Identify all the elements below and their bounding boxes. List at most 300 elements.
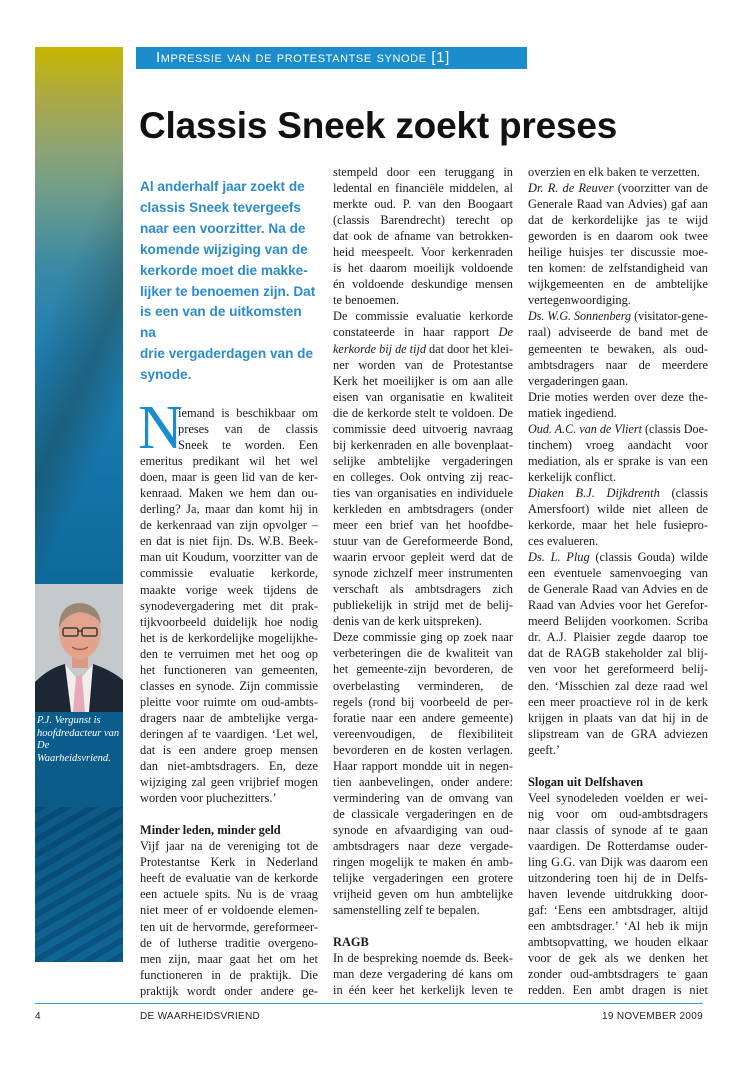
text-line <box>333 453 513 469</box>
text-line <box>528 549 708 565</box>
lead-line: lijker te benoemen zijn. Dat <box>140 283 316 299</box>
text-line-content: synodevergadering met dit prak- <box>140 598 318 613</box>
text-line-content: vergaderingen gaan. <box>528 373 629 388</box>
text-line <box>140 854 318 870</box>
text-line-content: en colleges. Ook ontving zij reac- <box>333 469 513 484</box>
text-line-content: meerd Belijden voorkomen. Scriba <box>528 614 708 629</box>
text-line-content: regels (rond bij voorbeeld de per- <box>333 694 513 709</box>
issue-date: 19 NOVEMBER 2009 <box>602 1011 703 1022</box>
italic-name: kerkorde bij de tijd <box>333 341 427 356</box>
text-line-content: bij kerkenraden en alle bovenplaat- <box>333 437 513 452</box>
text-line <box>333 469 513 485</box>
text-line-content: en dat is niet fijn. Ds. W.B. Beek- <box>140 534 318 549</box>
text-line <box>333 533 513 549</box>
text-line-content: voor de gek als we denken het <box>528 951 708 966</box>
text-line-content: geeft.’ <box>528 742 560 757</box>
text-line-content: verbeteringen die de kwaliteit van <box>333 646 513 661</box>
text-line-content: het gemeente-zijn bevorderen, de <box>333 662 513 677</box>
text-line <box>528 485 708 501</box>
text-line-content: deringen af te vaardigen. ‘Let wel, <box>140 726 318 741</box>
text-line <box>333 212 513 228</box>
text-line <box>333 870 513 886</box>
text-line <box>333 308 513 324</box>
text-line <box>528 966 708 982</box>
text-line-content: bevorderen en de kosten verlagen. <box>333 742 513 757</box>
text-line <box>140 662 318 678</box>
text-line <box>528 950 708 966</box>
text-line-content: naar classis of synode af te gaan <box>528 822 708 837</box>
text-line <box>140 967 318 983</box>
lead-line: Al anderhalf jaar zoekt de <box>140 179 305 194</box>
text-line <box>528 645 708 661</box>
text-line-content: praktijk wordt onder andere ge- <box>140 983 318 998</box>
lead-line: is een van de uitkomsten na <box>140 304 302 341</box>
text-line <box>528 806 708 822</box>
text-line-content: telijke vergaderingen een grotere <box>333 871 513 886</box>
text-line <box>333 629 513 645</box>
paragraph <box>528 389 708 421</box>
text-line <box>333 982 513 998</box>
text-line <box>333 421 513 437</box>
text-line-content: overbelasting verminderen, de <box>333 678 513 693</box>
text-line-content: classes en synode. Zijn commissie <box>140 678 318 693</box>
text-line <box>333 645 513 661</box>
text-line <box>140 678 318 694</box>
text-line-content: dat ook de afname van betrokken- <box>333 229 513 244</box>
text-line-content: stempeld door een teruggang in <box>333 165 513 179</box>
text-line-content: foratie naar een andere gemeente) <box>333 710 513 725</box>
text-line-content: dat de RAGB stakeholder zal blij- <box>528 646 708 661</box>
text-line <box>140 469 318 485</box>
text-line-content: maakte vorige week tijdens de <box>140 582 318 597</box>
text-line <box>528 629 708 645</box>
text-line-content: de classicale vergaderingen en de <box>333 806 513 821</box>
text-line-content: heilige huisjes ter discussie moe- <box>528 245 708 260</box>
text-line-content: ner worden van de Protestantse <box>333 357 513 372</box>
text-line-content: mediation, als er sprake is van een <box>528 453 708 468</box>
paragraph <box>528 164 708 180</box>
text-line-content: ces evalueren. <box>528 534 599 549</box>
text-line <box>528 292 708 308</box>
text-line-content: de Generale Raad van Advies en de <box>528 582 708 597</box>
text-line <box>140 790 318 806</box>
text-line-content: iemand is beschikbaar om <box>178 406 318 420</box>
paragraph <box>333 950 513 998</box>
text-line-content: dragers naar de ambtelijke verga- <box>140 710 318 725</box>
text-line <box>140 549 318 565</box>
text-line <box>333 854 513 870</box>
text-line-content: een meer proactieve rol in de kerk <box>528 694 708 709</box>
text-line-content: kenraad. Maken we hem dan ou- <box>140 486 318 501</box>
author-photo <box>35 584 123 712</box>
paragraph <box>333 164 513 308</box>
paragraph <box>333 629 513 918</box>
text-line <box>333 902 513 918</box>
text-line-content: den. ‘Misschien zal deze raad wel <box>528 678 708 693</box>
text-line <box>140 886 318 902</box>
text-line-content: eisen van organisatie en kwaliteit <box>333 389 513 404</box>
text-line-content: heid meespeelt. Voor kerkenraden <box>333 245 513 260</box>
text-segment: (classis Doe- <box>641 421 708 436</box>
text-line-content: Deze commissie ging op zoek naar <box>333 630 513 645</box>
text-line <box>528 902 708 918</box>
text-line <box>333 292 513 308</box>
text-line-content: vertegenwoordiging. <box>528 293 631 308</box>
text-line-content: functioneren in de praktijk. Die <box>140 967 318 982</box>
text-line <box>333 726 513 742</box>
text-line <box>528 838 708 854</box>
caption-line: De Waarheidsvriend. <box>37 740 111 764</box>
lead-line: naar een voorzitter. Na de <box>140 220 306 236</box>
text-line-content: wijkgemeenten en de ambtelijke <box>528 277 708 292</box>
text-line <box>140 774 318 790</box>
text-line-content: samenstelling zelf te bepalen. <box>333 903 480 918</box>
text-line <box>140 902 318 918</box>
paragraph <box>528 180 708 308</box>
text-line-content: Haar rapport mondde uit in negen- <box>333 758 513 773</box>
text-line-content: het functioneren van gemeenten, <box>140 662 318 677</box>
text-line <box>333 822 513 838</box>
subheading: RAGB <box>333 935 369 950</box>
text-line-content: krijgen in plaats van dat hij in de <box>528 710 708 725</box>
text-line <box>528 533 708 549</box>
italic-name: Oud. A.C. van de Vliert <box>528 421 642 436</box>
text-line-content: dat is een andere groep mensen <box>140 742 318 757</box>
text-line <box>333 373 513 389</box>
text-line <box>140 630 318 646</box>
text-line-content: uitzondering toen hij de in Delfs- <box>528 871 708 886</box>
text-line <box>140 919 318 935</box>
text-line <box>140 935 318 951</box>
text-line-content: man deze vergadering dé kans om <box>333 967 513 982</box>
publication-name: DE WAARHEIDSVRIEND <box>140 1011 261 1022</box>
text-line-content: merkte oud. P. van den Boogaart <box>333 197 513 212</box>
text-line <box>528 886 708 902</box>
text-line <box>140 485 318 501</box>
paragraph <box>138 394 318 806</box>
text-line-content: is het daarom moeilijk voldoende <box>333 261 513 276</box>
text-line-content: tijkvoorbeeld duidelijk hoe nodig <box>140 614 318 629</box>
text-line-content: Kerk het moeilijker is om aan alle <box>333 373 513 388</box>
text-line <box>528 276 708 292</box>
text-line-content: ambtsdragers naar deze vergade- <box>333 838 513 853</box>
text-line <box>528 180 708 196</box>
portrait-image <box>35 584 123 712</box>
text-line <box>333 613 513 629</box>
section-label: Impressie van de protestantse synode [1] <box>156 49 450 66</box>
text-line-content: een ambtsdrager.’ ‘Al heb ik mijn <box>528 919 708 934</box>
text-line-content: Generale Raad van Advies) gaf aan <box>528 197 708 212</box>
sidebar-blurred-texture <box>35 807 123 962</box>
page-number: 4 <box>35 1011 41 1022</box>
italic-name: Ds. W.G. Sonnenberg <box>528 309 632 324</box>
text-line-content: ambtsopvatting, we houden elkaar <box>528 935 708 950</box>
text-line <box>528 517 708 533</box>
text-line <box>333 341 513 357</box>
caption-line: hoofdredacteur van <box>37 727 120 739</box>
text-line-content: Protestantse Kerk in Nederland <box>140 855 318 870</box>
italic-name: Diaken B.J. Dijkdrenth <box>528 485 660 500</box>
text-line-content: ven voor het gereformeerd belij- <box>528 662 708 677</box>
text-line <box>333 581 513 597</box>
text-line <box>333 886 513 902</box>
text-line <box>333 244 513 260</box>
lead-line: komende wijziging van de <box>140 241 308 257</box>
text-line-content: meer een brief van het hoofdbe- <box>333 518 513 533</box>
italic-name: Dr. R. de Reuver <box>528 181 614 196</box>
text-line <box>333 389 513 405</box>
text-line-content: ledental en financiële middelen, al <box>333 181 513 196</box>
body-column-2 <box>333 164 513 998</box>
lead-line: classis Sneek tevergeefs <box>140 199 301 215</box>
text-line <box>333 357 513 373</box>
text-line <box>333 501 513 517</box>
text-line <box>528 228 708 244</box>
text-line-content: commissie deed uitvoerig navraag <box>333 421 513 436</box>
text-line-content: ambtsdragers naar de meerdere <box>528 357 708 372</box>
footer-rule <box>35 1003 703 1004</box>
text-line-content: dat de kerkordelijke jas te wijd <box>528 213 708 228</box>
text-line <box>528 196 708 212</box>
text-segment: (classis <box>659 485 708 500</box>
text-line-content: ten komen: de zelfstandigheid van <box>528 261 708 276</box>
text-line <box>528 212 708 228</box>
text-line <box>140 694 318 710</box>
text-line-content: in één keer het kerkelijk leven te <box>333 983 513 998</box>
text-line <box>528 597 708 613</box>
text-line-content: kerkorde, maar het hele fusiepro- <box>528 518 708 533</box>
text-line-content: tien aanbevelingen, onder andere: <box>333 774 513 789</box>
text-line-content: wijziging zal geen vrijbrief mogen <box>140 775 318 790</box>
subheading: Minder leden, minder geld <box>140 823 281 838</box>
text-line <box>528 694 708 710</box>
text-line-content <box>528 180 708 196</box>
text-line <box>333 950 513 966</box>
text-line-content: kerkelijk conflict. <box>528 469 617 484</box>
text-line <box>528 854 708 870</box>
decorative-sidebar-strip <box>35 47 123 962</box>
text-line <box>528 357 708 373</box>
italic-name: Ds. L. Plug <box>528 550 590 565</box>
paragraph <box>528 308 708 388</box>
text-line-content: stuur van de Gereformeerde Bond, <box>333 534 513 549</box>
text-line <box>140 646 318 662</box>
text-line-content: haven levende uitdrukking door- <box>528 887 708 902</box>
text-line-content: pleitte voor ruimte om oud-ambts- <box>140 694 318 709</box>
text-line <box>528 164 708 180</box>
text-line <box>140 726 318 742</box>
text-line <box>333 276 513 292</box>
text-line-content <box>333 341 513 357</box>
drop-cap: N <box>138 394 183 462</box>
text-segment: (classis Gouda) wilde <box>589 550 708 565</box>
text-line <box>140 710 318 726</box>
text-line <box>528 260 708 276</box>
text-line-content: vereenvoudigen, de flexibiliteit <box>333 726 513 741</box>
text-line-content: niet meer of er voldoende elemen- <box>140 903 318 918</box>
text-line-content <box>528 308 708 324</box>
text-line-content: men zijn, maar gaat het om het <box>140 951 318 966</box>
text-line <box>140 838 318 854</box>
body-column-3 <box>528 164 708 998</box>
body-column-1 <box>138 394 318 999</box>
text-line-content <box>333 324 513 340</box>
text-line <box>333 164 513 180</box>
paragraph <box>528 549 708 758</box>
text-line <box>528 324 708 340</box>
text-line-content: worden voor pluchezitters.’ <box>140 791 277 806</box>
text-line-content: een eventuele samenvoeging van <box>528 566 708 581</box>
paragraph-gap <box>333 918 513 934</box>
text-line <box>528 565 708 581</box>
text-line-content: vrijheid geven om hun ambtelijke <box>333 887 513 902</box>
text-line <box>528 389 708 405</box>
text-line <box>528 405 708 421</box>
text-line <box>140 951 318 967</box>
section-header-bar <box>136 47 527 69</box>
text-line-content: ringen mogelijk te maken én amb- <box>333 855 513 870</box>
text-line-content: én voldoende deskundige mensen <box>333 277 513 292</box>
paragraph <box>528 790 708 999</box>
text-line-content: gemeenten te bewaken, als oud- <box>528 341 708 356</box>
text-line <box>333 549 513 565</box>
text-line-content: te benoemen. <box>333 293 400 308</box>
text-line <box>140 598 318 614</box>
text-line-content: publiekelijk in strijd met de belij- <box>333 598 513 613</box>
text-line <box>140 517 318 533</box>
text-line <box>333 774 513 790</box>
text-segment: constateerde in haar rapport <box>333 325 499 340</box>
text-line-content: commissie evaluatie kerkorde, <box>140 566 318 581</box>
paragraph-gap <box>140 806 318 822</box>
text-line <box>333 806 513 822</box>
text-line <box>140 614 318 630</box>
text-line <box>528 308 708 324</box>
text-line <box>140 742 318 758</box>
text-line <box>333 485 513 501</box>
paragraph-gap <box>528 758 708 774</box>
text-line <box>333 260 513 276</box>
text-line <box>333 597 513 613</box>
text-line <box>333 517 513 533</box>
text-line-content: het is de kerkordelijke mogelijkhe- <box>140 630 318 645</box>
text-line-content: De commissie evaluatie kerkorde <box>333 309 513 324</box>
text-line-content: Sneek te worden. Een <box>178 438 318 453</box>
text-line-content: synode zichzelf meer instrumenten <box>333 566 513 581</box>
text-line <box>528 710 708 726</box>
paragraph <box>333 308 513 629</box>
text-line <box>140 533 318 549</box>
text-line-content: verschaft als ambtsdragers zich <box>333 582 513 597</box>
text-line <box>333 180 513 196</box>
text-segment: dat door het klei- <box>426 341 513 356</box>
lead-line: synode. <box>140 367 192 383</box>
text-line <box>140 582 318 598</box>
text-line <box>528 790 708 806</box>
text-line <box>140 870 318 886</box>
text-line-content <box>528 485 708 501</box>
text-line <box>333 405 513 421</box>
text-segment: (visitator-gene- <box>631 309 708 324</box>
text-line-content: doen, maar is geen lid van de ker- <box>140 470 318 485</box>
text-line-content: gaf: ‘Eens een ambtsdrager, altijd <box>528 903 708 918</box>
text-line-content: emeritus predikant wil het wel <box>140 454 318 469</box>
text-line-content: heeft de evaluatie van de kerkorde <box>140 871 318 886</box>
text-line <box>140 983 318 999</box>
article-lead <box>140 177 320 386</box>
text-line <box>333 790 513 806</box>
text-line-content: ling G.G. van Dijk was daarom een <box>528 855 708 870</box>
text-line <box>333 742 513 758</box>
text-line <box>528 742 708 758</box>
text-line-content: redden. Een ambt dragen is niet <box>528 983 708 998</box>
text-line <box>333 196 513 212</box>
text-line <box>528 469 708 485</box>
lead-line: kerkorde moet die makke- <box>140 262 308 278</box>
text-segment: (voorzitter van de <box>613 181 708 196</box>
text-line-content: den te verruimen met het oog op <box>140 646 318 661</box>
text-line-content: denis van de kerk uitspreken). <box>333 614 482 629</box>
text-line-content: vaardigen. De Rotterdamse ouder- <box>528 838 708 853</box>
text-line-content: tinchem) vroeg aandacht voor <box>528 437 708 452</box>
lead-line: drie vergaderdagen van de <box>140 346 314 362</box>
text-line-content: dan niet-ambtsdragers. En, deze <box>140 759 318 774</box>
text-line-content: In de bespreking noemde ds. Beek- <box>333 951 513 966</box>
text-line-content: Drie moties werden over deze the- <box>528 389 708 404</box>
text-line <box>528 726 708 742</box>
paragraph <box>140 838 318 998</box>
text-line-content: overzien en elk baken te verzetten. <box>528 165 700 179</box>
text-line-content: de of lutherse traditie overgeno- <box>140 935 318 950</box>
text-line-content: nig voor om oud-ambtsdragers <box>528 806 708 821</box>
text-line-content: man uit Koudum, voorzitter van de <box>140 550 318 565</box>
photo-caption <box>37 715 123 765</box>
text-line <box>528 501 708 517</box>
text-line-content: matiek ingediend. <box>528 405 617 420</box>
text-line <box>528 982 708 998</box>
text-line <box>333 437 513 453</box>
text-line-content: Vijf jaar na de vereniging tot de <box>140 839 318 854</box>
text-line <box>528 373 708 389</box>
text-line-content: slipstream van de GRA adviezen <box>528 726 708 741</box>
text-line <box>333 324 513 340</box>
text-line-content: dr. A.J. Plaisier zegde daarop toe <box>528 630 708 645</box>
text-line <box>333 565 513 581</box>
text-line <box>528 918 708 934</box>
text-line <box>333 228 513 244</box>
text-line <box>333 758 513 774</box>
text-line <box>528 453 708 469</box>
text-line <box>528 437 708 453</box>
text-line-content: zonder oud-ambtsdragers te gaan <box>528 967 708 982</box>
text-line <box>333 710 513 726</box>
text-line-content: kerkleden en ambtsdragers (onder <box>333 501 513 516</box>
subheading: Slogan uit Delfshaven <box>528 774 643 789</box>
text-line-content <box>528 421 708 437</box>
text-line <box>140 758 318 774</box>
text-line <box>528 934 708 950</box>
text-line <box>528 244 708 260</box>
text-line <box>528 341 708 357</box>
text-line-content <box>528 549 708 565</box>
text-line <box>333 678 513 694</box>
text-line-content: geworden is en daarom ook twee <box>528 229 708 244</box>
paragraph <box>528 485 708 549</box>
article-title: Classis Sneek zoekt preses <box>139 105 618 146</box>
text-line <box>528 421 708 437</box>
text-line-content: Raad van Advies voor het Gerefor- <box>528 598 708 613</box>
text-line-content: een actuele spits. Nu is de vraag <box>140 887 318 902</box>
